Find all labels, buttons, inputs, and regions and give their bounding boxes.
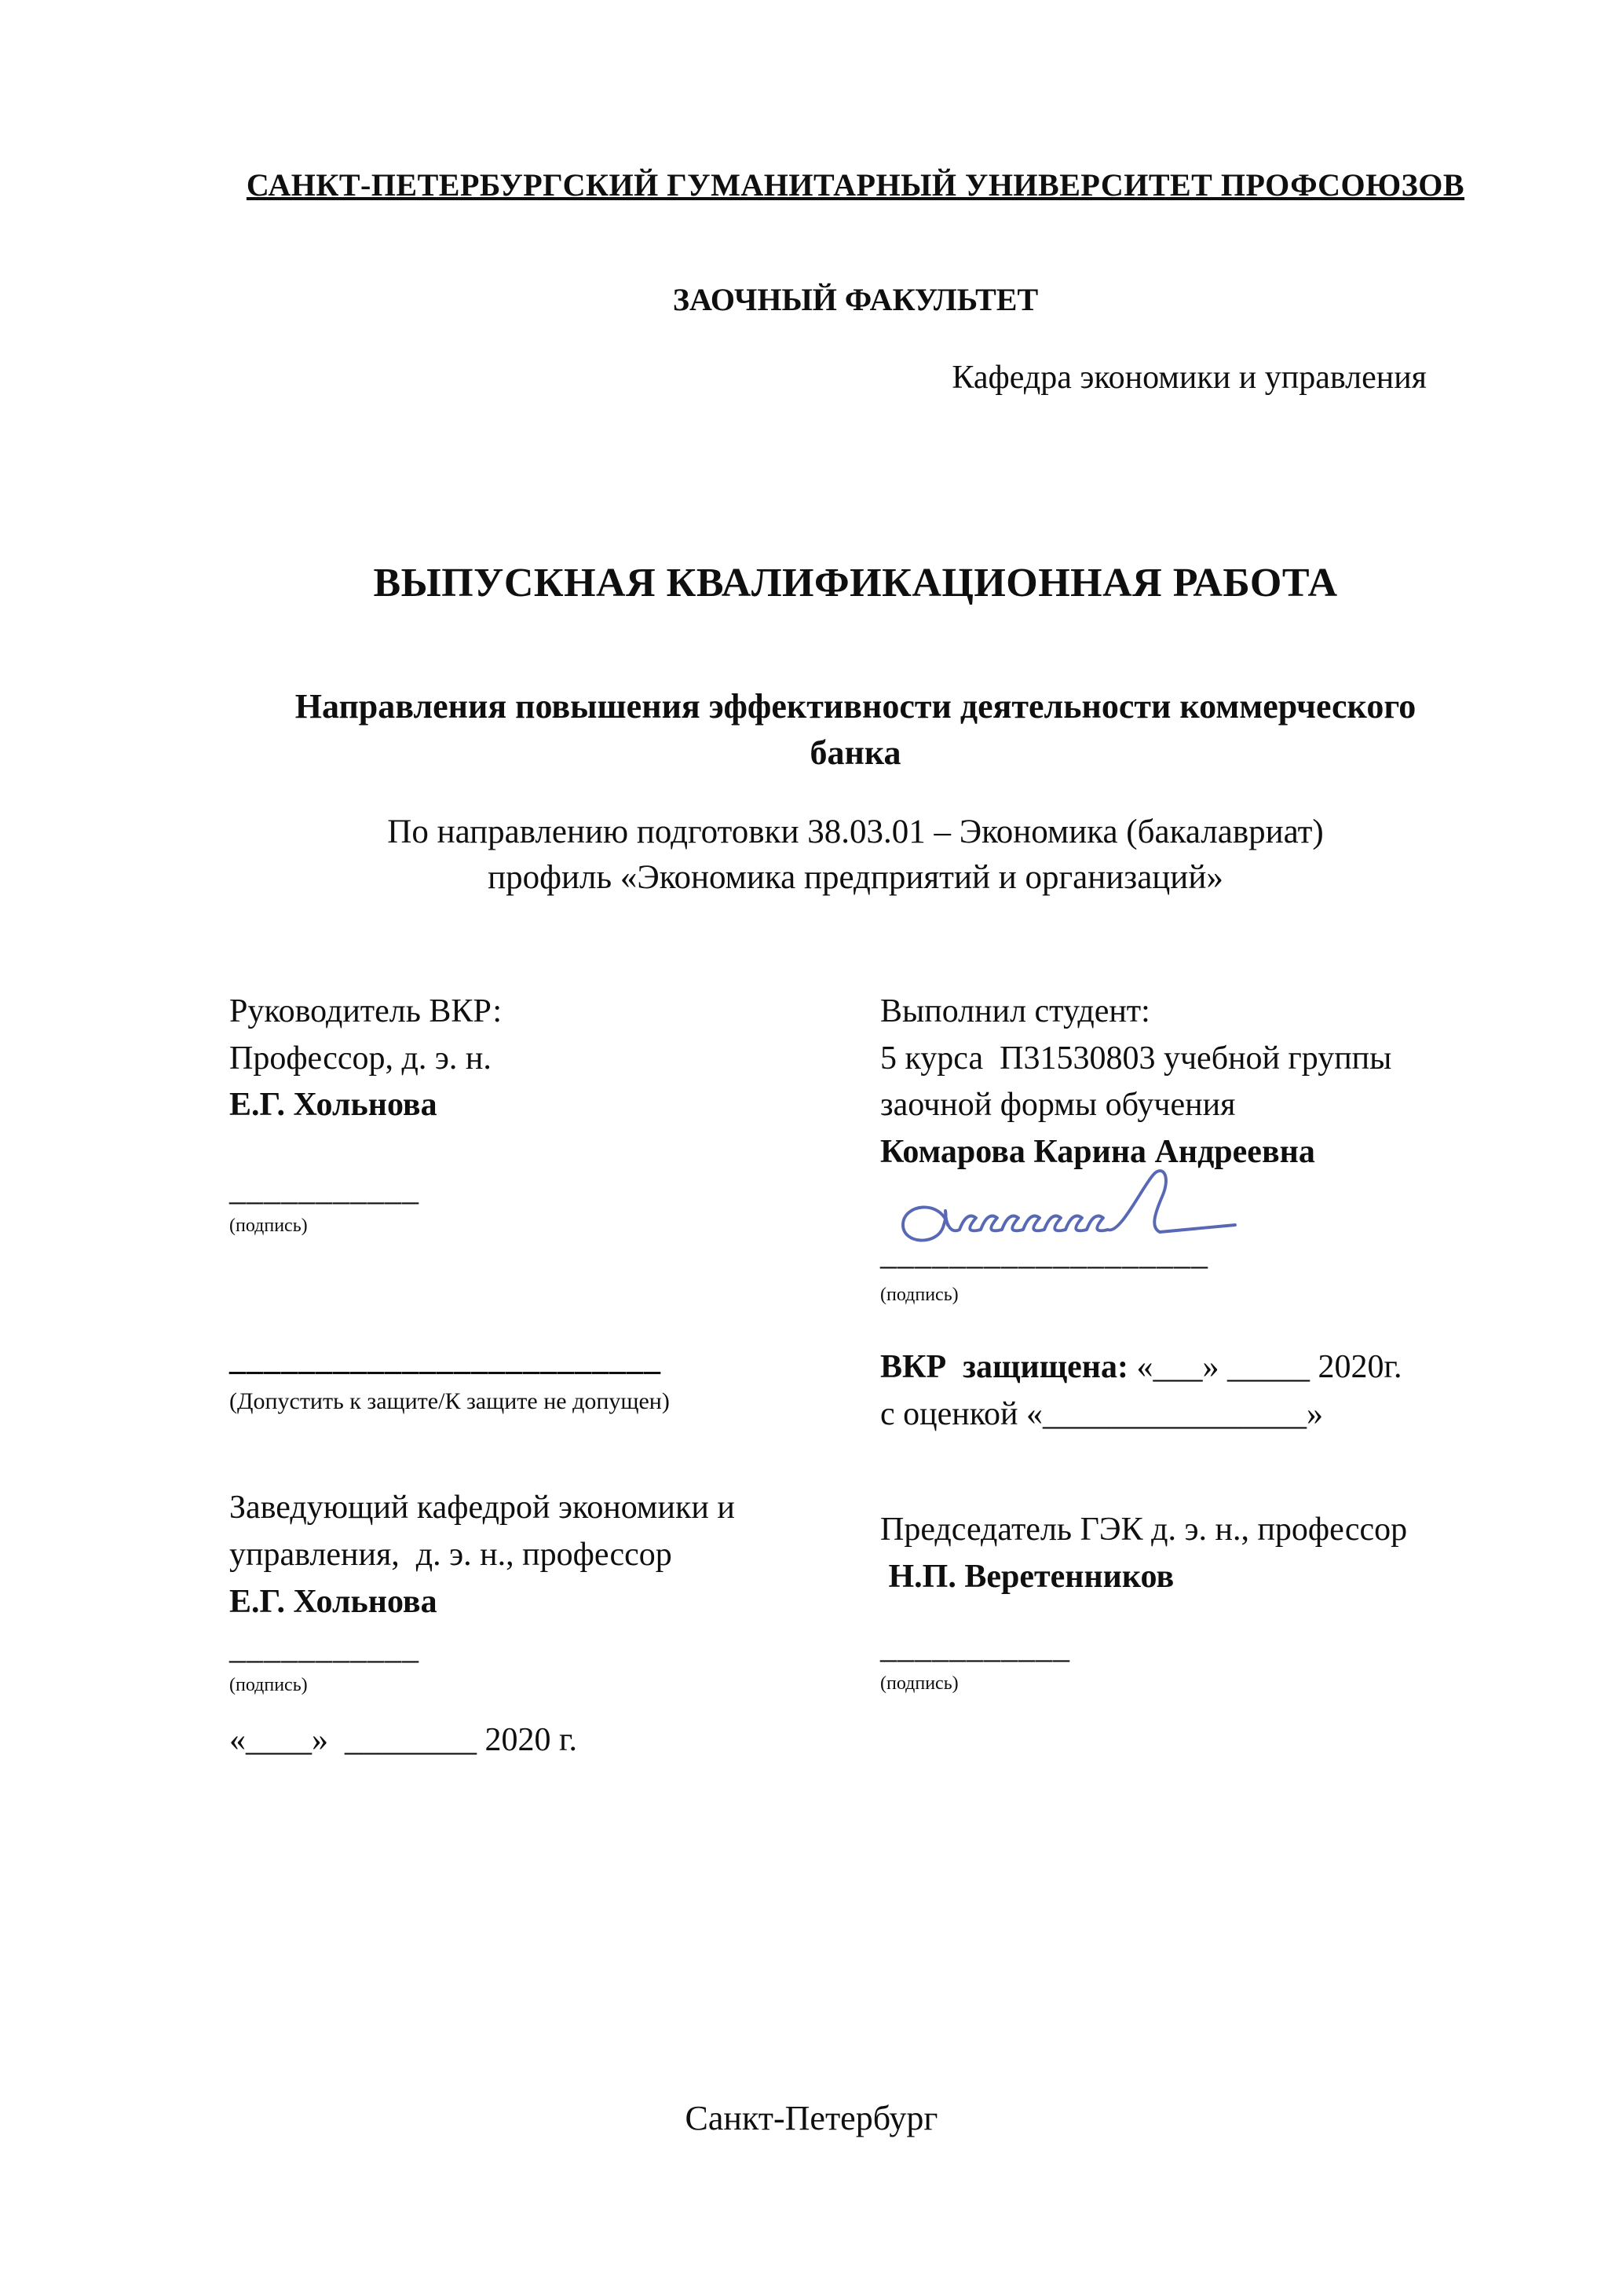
chair-signature-line: ___________: [880, 1629, 1070, 1665]
head-signature-line: ___________: [229, 1630, 419, 1667]
right-column: [880, 989, 1482, 1764]
work-type-title: ВЫПУСКНАЯ КВАЛИФИКАЦИОННАЯ РАБОТА: [373, 561, 1338, 605]
thesis-title-line2: банка: [810, 733, 901, 773]
head-line1: Заведующий кафедрой экономики и: [229, 1490, 735, 1526]
supervisor-degree: Профессор, д. э. н.: [229, 1040, 492, 1077]
department-name: Кафедра экономики и управления: [952, 360, 1427, 396]
defense-block: [880, 1344, 1482, 1438]
head-line2: управления, д. э. н., профессор: [229, 1536, 672, 1573]
university-name: САНКТ-ПЕТЕРБУРГСКИЙ ГУМАНИТАРНЫЙ УНИВЕРСИТЕТ ПРОФСОЮЗОВ: [246, 167, 1465, 203]
signatures-section: [229, 989, 1482, 1764]
supervisor-name: Е.Г. Хольнова: [229, 1087, 437, 1124]
program-info: [229, 810, 1482, 901]
defense-label: ВКР защищена:: [880, 1349, 1128, 1386]
defense-line: [880, 1344, 1482, 1391]
date-line: «____» ________ 2020 г.: [229, 1721, 577, 1758]
chair-block: [880, 1507, 1482, 1695]
student-signature-caption: (подпись): [880, 1285, 959, 1306]
student-label: Выполнил студент:: [880, 993, 1150, 1029]
grade-line: с оценкой «________________»: [880, 1395, 1323, 1432]
student-line1: 5 курса П31530803 учебной группы: [880, 1040, 1392, 1077]
chair-signature-caption: (подпись): [880, 1673, 959, 1695]
program-line1: По направлению подготовки 38.03.01 – Экономика (бакалавриат): [387, 813, 1324, 850]
defense-rest: «___» _____ 2020г.: [1128, 1349, 1402, 1386]
thesis-title: [229, 683, 1482, 777]
supervisor-label: Руководитель ВКР:: [229, 993, 503, 1029]
admission-caption: (Допустить к защите/К защите не допущен): [229, 1387, 670, 1414]
student-signature-area: [880, 1180, 1482, 1282]
admission-line: _________________________: [229, 1341, 661, 1378]
department-head-block: [229, 1485, 880, 1764]
head-name: Е.Г. Хольнова: [229, 1583, 437, 1620]
faculty-name: ЗАОЧНЫЙ ФАКУЛЬТЕТ: [672, 282, 1039, 317]
city-label: Санкт-Петербург: [685, 2099, 938, 2137]
student-name: Комарова Карина Андреевна: [880, 1133, 1315, 1170]
chair-label: Председатель ГЭК д. э. н., профессор: [880, 1512, 1408, 1548]
student-line2: заочной формы обучения: [880, 1087, 1236, 1124]
thesis-title-line1: Направления повышения эффективности деятельности коммерческого: [294, 687, 1416, 726]
supervisor-signature-line: ___________: [229, 1171, 419, 1208]
left-column: [229, 989, 880, 1764]
supervisor-signature-caption: (подпись): [229, 1216, 308, 1237]
student-signature-line: ___________________: [880, 1235, 1208, 1272]
chair-name: Н.П. Веретенников: [880, 1559, 1175, 1596]
head-signature-caption: (подпись): [229, 1674, 308, 1695]
program-line2: профиль «Экономика предприятий и организаций»: [488, 858, 1223, 896]
